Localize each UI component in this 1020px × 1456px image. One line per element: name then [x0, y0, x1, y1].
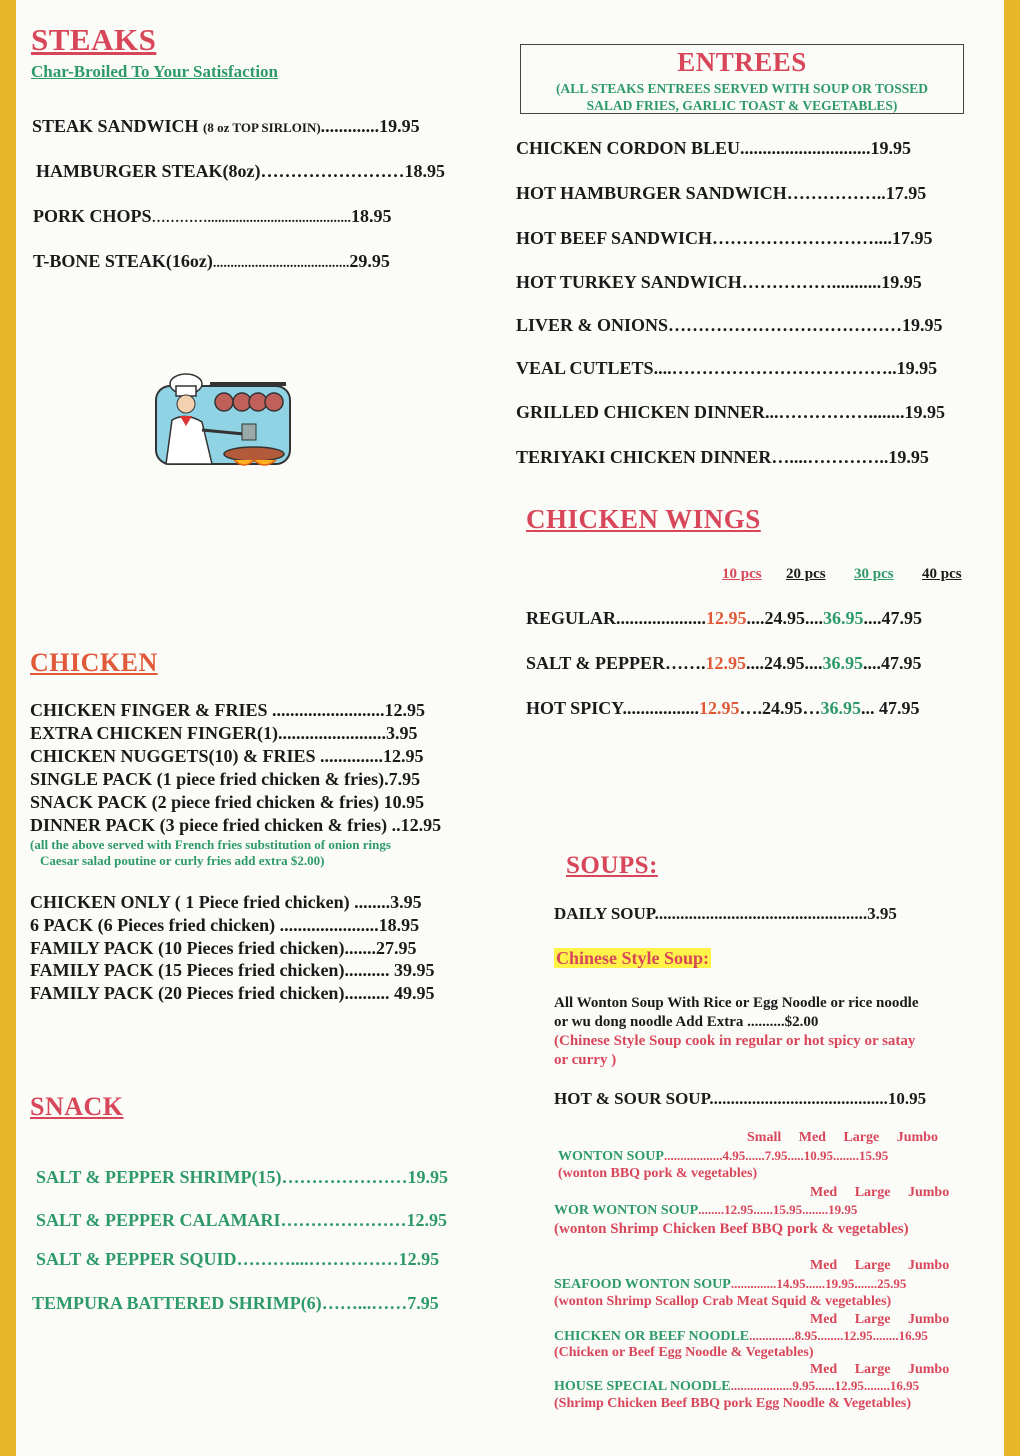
wings-size-10: 10 pcs [722, 566, 762, 582]
snack-item-3: TEMPURA BATTERED SHRIMP(6)……...……7.95 [32, 1293, 439, 1313]
soup-house-special-noodle-desc: (Shrimp Chicken Beef BBQ pork Egg Noodle & Vegetables) [554, 1396, 912, 1411]
hot-sour-soup: HOT & SOUR SOUP..........................................10.95 [554, 1089, 927, 1108]
snack-item-0: SALT & PEPPER SHRIMP(15)…………………19.95 [36, 1167, 449, 1187]
wings-row-regular: REGULAR....................12.95....24.95....36.95....47.95 [526, 608, 923, 628]
soup-chicken-beef-noodle-desc: (Chicken or Beef Egg Noodle & Vegetables) [554, 1345, 814, 1360]
snack-title: SNACK [30, 1092, 124, 1121]
steak-item-3: T-BONE STEAK(16oz).......................................29.95 [33, 251, 390, 271]
chicken-pack-1: 6 PACK (6 Pieces fried chicken) ......................18.95 [30, 915, 420, 935]
chicken-title: CHICKEN [30, 648, 158, 677]
soup-size-header-2: Med Large Jumbo [810, 1258, 950, 1273]
chicken-note-line2: Caesar salad poutine or curly fries add extra $2.00) [40, 853, 325, 868]
soups-title: SOUPS: [566, 852, 658, 879]
wings-title: CHICKEN WINGS [526, 504, 761, 534]
steak-item-0: STEAK SANDWICH (8 oz TOP SIRLOIN).............19.95 [32, 116, 420, 136]
soup-wonton-desc: (wonton BBQ pork & vegetables) [558, 1166, 758, 1181]
entree-item-0: CHICKEN CORDON BLEU.............................19.95 [516, 138, 912, 158]
entree-item-3: HOT TURKEY SANDWICH……………...........19.95 [516, 272, 922, 292]
steak-item-2: PORK CHOPS………….........................................18.95 [33, 206, 392, 226]
chicken-note-line1: (all the above served with French fries substitution of onion rings [30, 837, 391, 852]
chef-icon [154, 372, 294, 472]
entree-item-2: HOT BEEF SANDWICH………………………....17.95 [516, 228, 933, 248]
snack-item-2: SALT & PEPPER SQUID………....……………12.95 [36, 1249, 440, 1269]
wings-size-30: 30 pcs [854, 566, 894, 582]
entree-item-5: VEAL CUTLETS....………………………………..19.95 [516, 358, 938, 378]
steaks-subtitle: Char-Broiled To Your Satisfaction [31, 62, 279, 81]
entrees-header-box [520, 44, 964, 114]
wonton-note-line1: All Wonton Soup With Rice or Egg Noodle or rice noodle [554, 995, 919, 1011]
wings-row-hot-spicy: HOT SPICY.................12.95….24.95…36.95... 47.95 [526, 698, 920, 718]
wings-row-salt-pepper: SALT & PEPPER…….12.95....24.95....36.95....47.95 [526, 653, 922, 673]
wonton-note-line2: or wu dong noodle Add Extra ..........$2.00 [554, 1014, 819, 1030]
soup-chicken-beef-noodle: CHICKEN OR BEEF NOODLE..............8.95........12.95........16.95 [554, 1328, 928, 1344]
soup-size-header-4: Med Large Jumbo [810, 1362, 950, 1377]
chicken-item-3: SINGLE PACK (1 piece fried chicken & fries).7.95 [30, 769, 421, 789]
chicken-pack-0: CHICKEN ONLY ( 1 Piece fried chicken) ........3.95 [30, 892, 422, 912]
chinese-style-label: Chinese Style Soup: [556, 948, 710, 968]
soup-wonton: WONTON SOUP..................4.95......7.95.....10.95........15.95 [558, 1148, 889, 1164]
entrees-note-line2: SALAD FRIES, GARLIC TOAST & VEGETABLES) [586, 98, 898, 113]
entrees-title: ENTREES [677, 47, 807, 77]
soup-seafood-wonton: SEAFOOD WONTON SOUP..............14.95......19.95.......25.95 [554, 1276, 907, 1292]
entree-item-6: GRILLED CHICKEN DINNER...……………........19.95 [516, 402, 946, 422]
menu-page [16, 0, 1004, 1456]
chicken-item-1: EXTRA CHICKEN FINGER(1)........................3.95 [30, 723, 418, 743]
entree-item-7: TERIYAKI CHICKEN DINNER…....…………..19.95 [516, 447, 929, 467]
daily-soup: DAILY SOUP..................................................3.95 [554, 904, 897, 923]
soup-wor-wonton-desc: (wonton Shrimp Chicken Beef BBQ pork & vegetables) [554, 1221, 909, 1237]
soup-wor-wonton: WOR WONTON SOUP........12.95......15.95........19.95 [554, 1202, 858, 1218]
soup-size-header-3: Med Large Jumbo [810, 1312, 950, 1327]
soup-house-special-noodle: HOUSE SPECIAL NOODLE...................9.95......12.95........16.95 [554, 1378, 920, 1394]
wings-size-40: 40 pcs [922, 566, 962, 582]
wings-size-20: 20 pcs [786, 566, 826, 582]
chicken-item-5: DINNER PACK (3 piece fried chicken & fries) ..12.95 [30, 815, 442, 835]
steaks-title: STEAKS [31, 22, 157, 57]
entree-item-1: HOT HAMBURGER SANDWICH……………..17.95 [516, 183, 927, 203]
chicken-pack-2: FAMILY PACK (10 Pieces fried chicken).......27.95 [30, 938, 417, 958]
style-note-line1: (Chinese Style Soup cook in regular or hot spicy or satay [554, 1033, 916, 1049]
soup-size-header-0: Small Med Large Jumbo [747, 1130, 938, 1145]
steak-item-1: HAMBURGER STEAK(8oz)……………………18.95 [36, 161, 445, 181]
soup-size-header-1: Med Large Jumbo [810, 1185, 950, 1200]
entree-item-4: LIVER & ONIONS…………………………………19.95 [516, 315, 943, 335]
entrees-note-line1: (ALL STEAKS ENTREES SERVED WITH SOUP OR TOSSED [555, 81, 929, 96]
chicken-item-4: SNACK PACK (2 piece fried chicken & fries) 10.95 [30, 792, 425, 812]
chicken-item-0: CHICKEN FINGER & FRIES .........................12.95 [30, 700, 426, 720]
snack-item-1: SALT & PEPPER CALAMARI…………………12.95 [36, 1210, 448, 1230]
soup-seafood-wonton-desc: (wonton Shrimp Scallop Crab Meat Squid & vegetables) [554, 1294, 892, 1309]
style-note-line2: or curry ) [554, 1052, 617, 1068]
chicken-pack-4: FAMILY PACK (20 Pieces fried chicken).......... 49.95 [30, 983, 435, 1003]
chicken-item-2: CHICKEN NUGGETS(10) & FRIES ..............12.95 [30, 746, 424, 766]
chicken-pack-3: FAMILY PACK (15 Pieces fried chicken).......... 39.95 [30, 960, 435, 980]
